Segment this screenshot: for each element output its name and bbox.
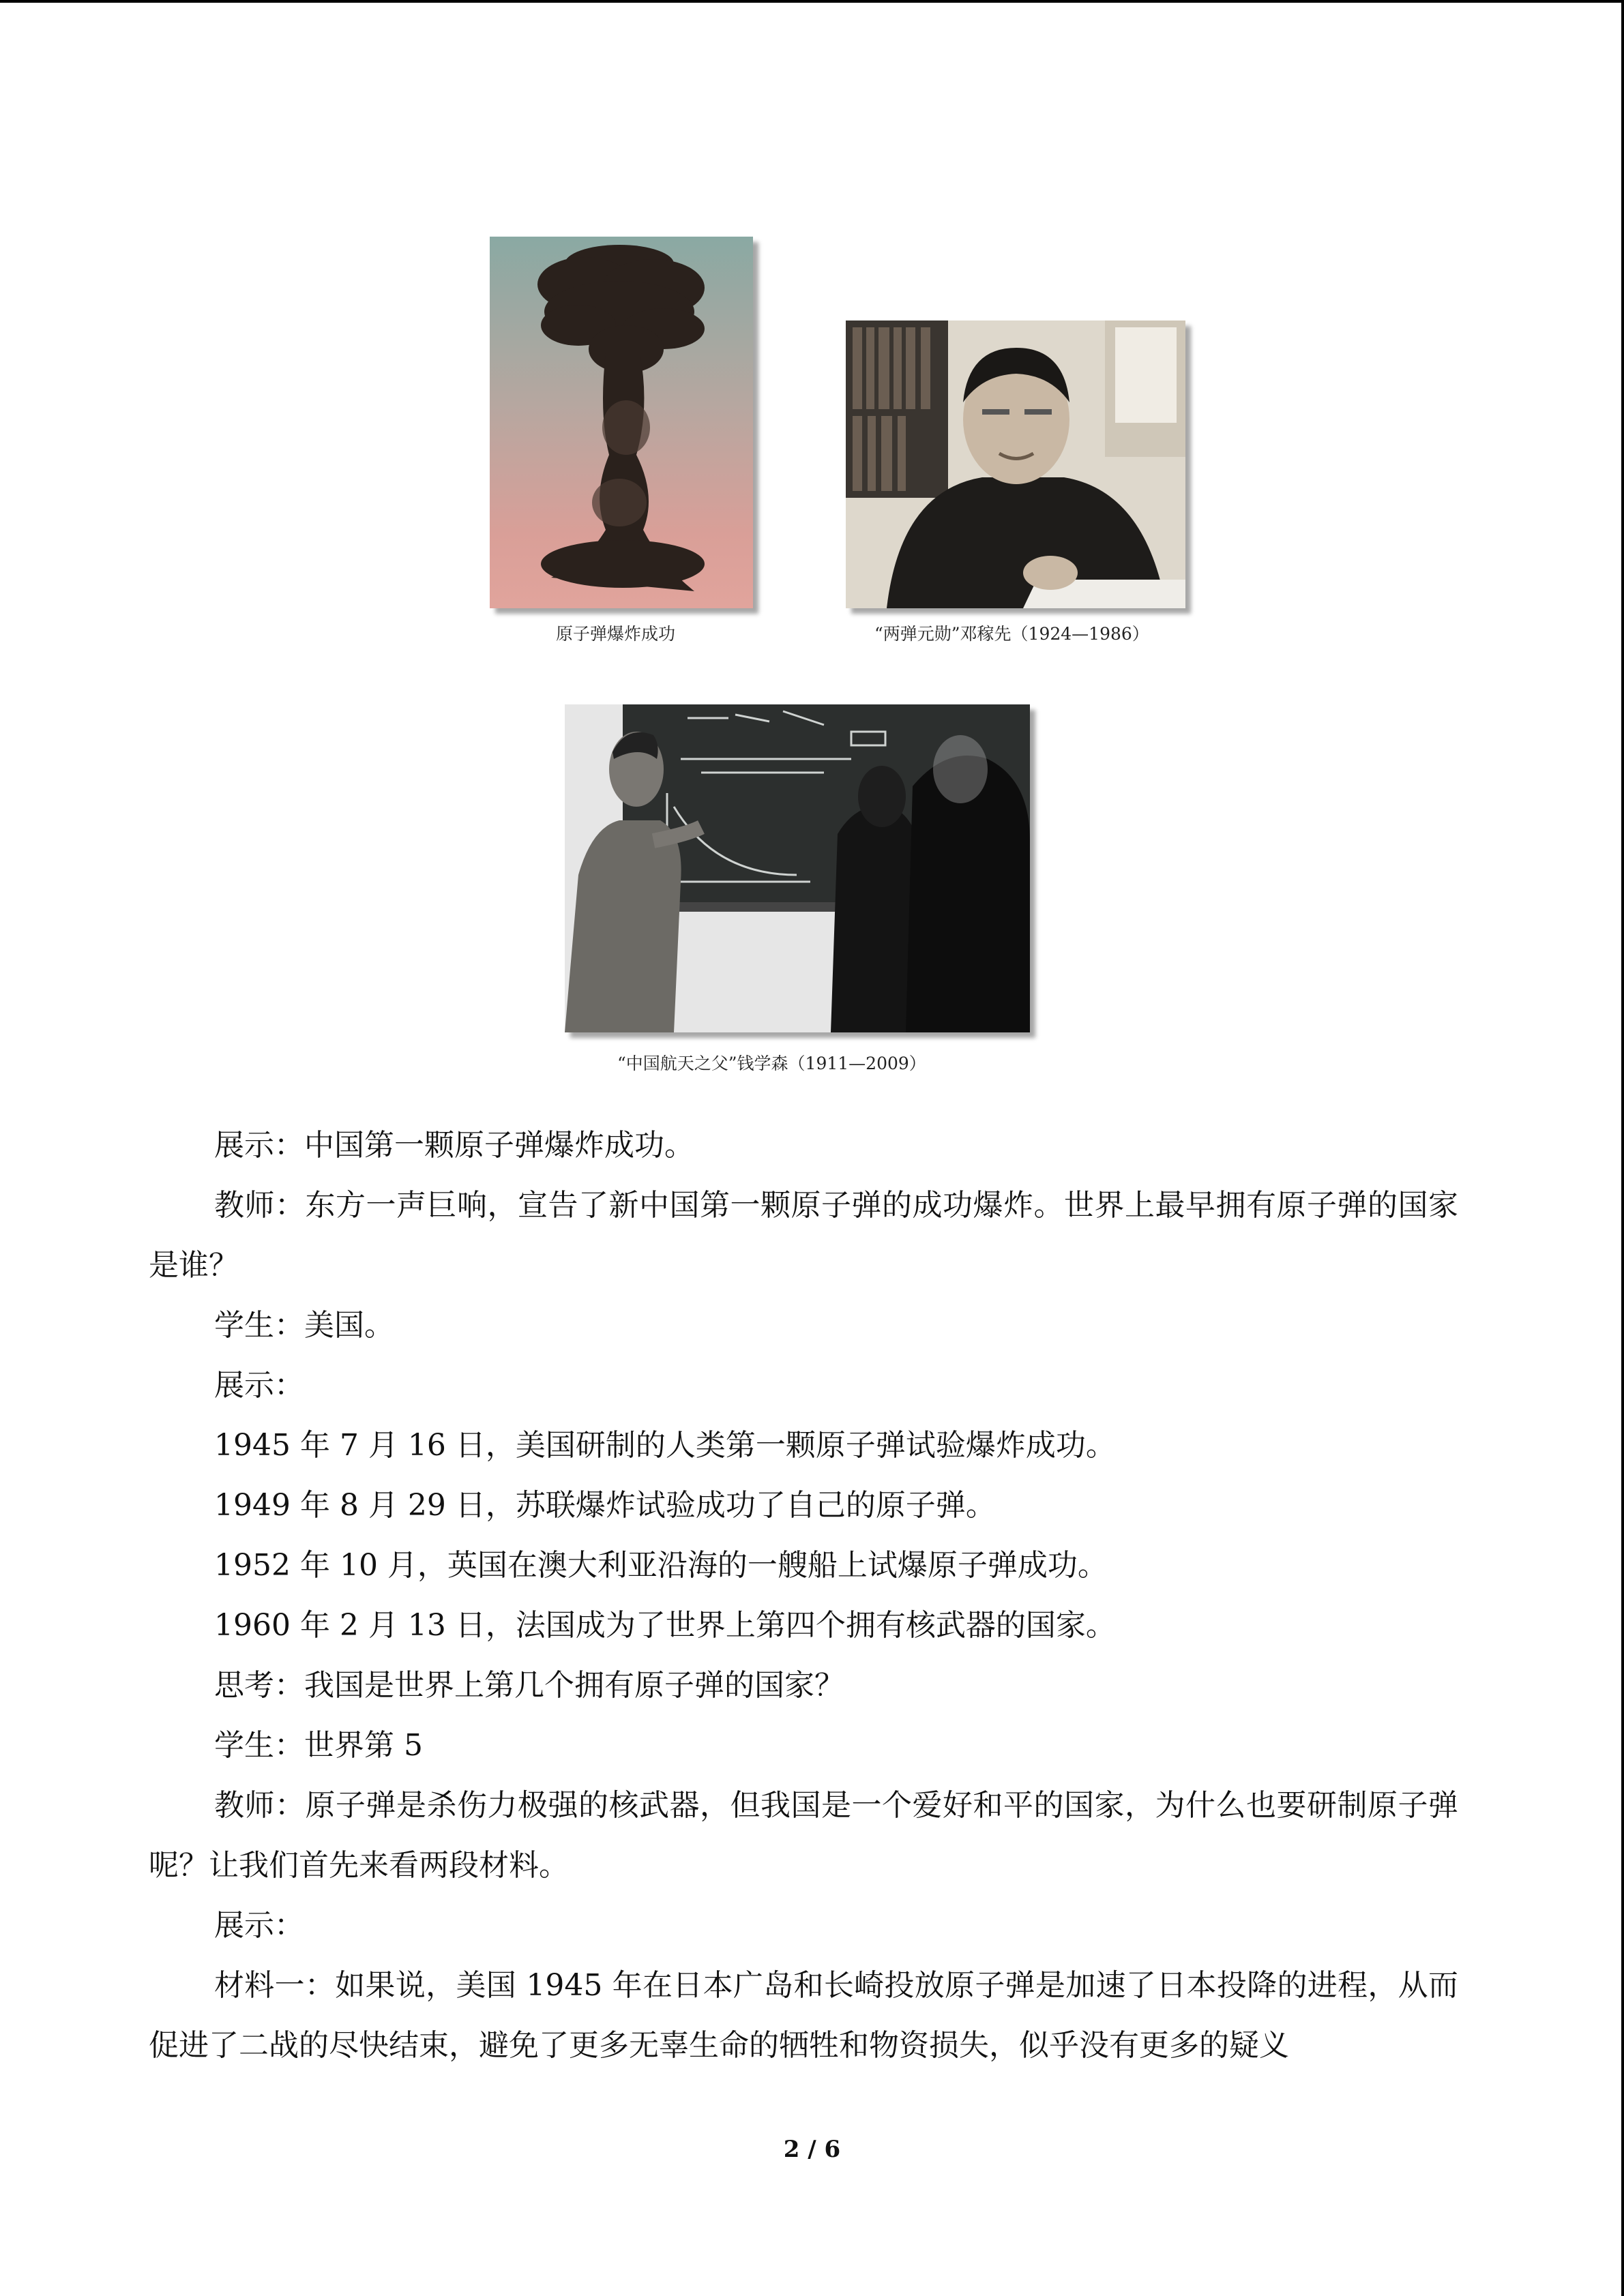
paragraph: 1945 年 7 月 16 日，美国研制的人类第一颗原子弹试验爆炸成功。 [214,1428,1116,1463]
paragraph: 展示：中国第一颗原子弹爆炸成功。 [214,1128,694,1163]
mushroom-cloud-image [490,237,753,608]
paragraph: 1952 年 10 月，英国在澳大利亚沿海的一艘船上试爆原子弹成功。 [214,1548,1108,1583]
paragraph: 材料一：如果说，美国 1945 年在日本广岛和长崎投放原子弹是加速了日本投降的进程，从而促进了二战的尽快结束，避免了更多无辜生命的牺牲和物资损失，似乎没有更多的疑义 [149,1968,1458,2063]
paragraph: 展示： [214,1908,304,1943]
page-border-right [1621,0,1624,2296]
paragraph: 思考：我国是世界上第几个拥有原子弹的国家？ [214,1668,844,1703]
page-border-top [0,0,1624,3]
caption-qian-xuesen: “中国航天之父”钱学森（1911—2009） [617,1054,926,1073]
photo-deng-jiaxian [846,320,1185,608]
paragraph: 1949 年 8 月 29 日，苏联爆炸试验成功了自己的原子弹。 [214,1488,996,1523]
page-number: 2 / 6 [783,2136,841,2163]
caption-deng-jiaxian: “两弹元勋”邓稼先（1924—1986） [874,624,1149,644]
body-text [149,1116,1458,2076]
portrait-image [846,320,1185,608]
paragraph: 展示： [214,1368,304,1403]
paragraph: 教师：原子弹是杀伤力极强的核武器，但我国是一个爱好和平的国家，为什么也要研制原子弹呢？让我们首先来看两段材料。 [149,1788,1458,1883]
blackboard-image [565,704,1030,1032]
photo-atomic-bomb [490,237,753,608]
paragraph: 1960 年 2 月 13 日，法国成为了世界上第四个拥有核武器的国家。 [214,1608,1116,1643]
photo-qian-xuesen [565,704,1030,1032]
paragraph: 教师：东方一声巨响，宣告了新中国第一颗原子弹的成功爆炸。世界上最早拥有原子弹的国家是谁？ [149,1188,1458,1283]
paragraph: 学生：美国。 [214,1308,394,1343]
paragraph: 学生：世界第 5 [214,1728,423,1763]
caption-atomic-bomb: 原子弹爆炸成功 [556,624,676,644]
